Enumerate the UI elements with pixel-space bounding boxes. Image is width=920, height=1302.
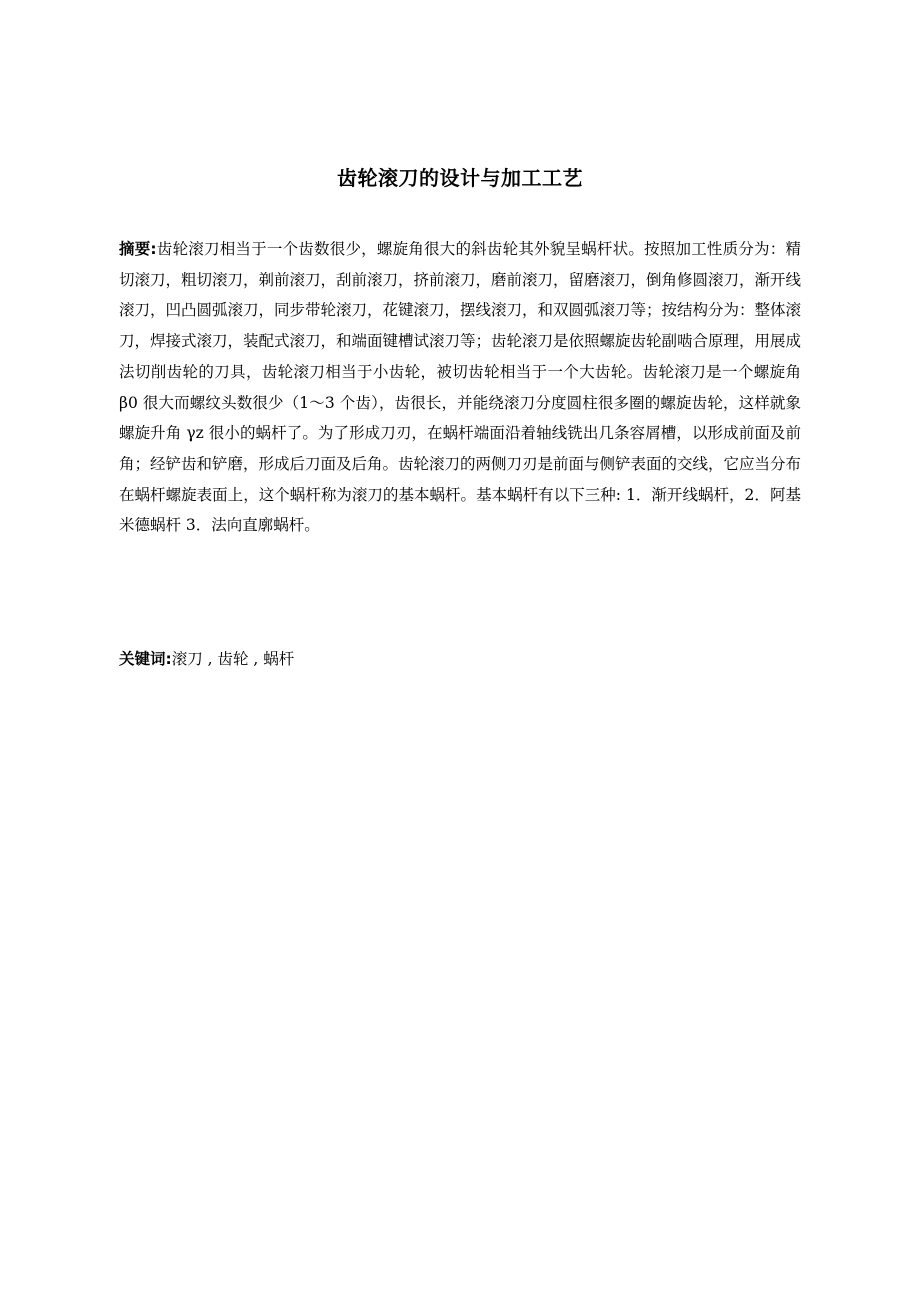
abstract-label: 摘要: <box>119 240 157 258</box>
keywords-label: 关键词: <box>119 650 172 668</box>
abstract-text: 齿轮滚刀相当于一个齿数很少，螺旋角很大的斜齿轮其外貌呈蜗杆状。按照加工性质分为：精切滚刀，粗切滚刀，剃前滚刀，刮前滚刀，挤前滚刀，磨前滚刀，留磨滚刀，倒角修圆滚刀，渐开线滚刀，凹凸圆弧滚刀，同步带轮滚刀，花键滚刀，摆线滚刀，和双圆弧滚刀等；按结构分为：整体滚刀，焊接式滚刀，装配式滚刀，和端面键槽试滚刀等；齿轮滚刀是依照螺旋齿轮副啮合原理，用展成法切削齿轮的刀具，齿轮滚刀相当于小齿轮，被切齿轮相当于一个大齿轮。齿轮滚刀是一个螺旋角 β0 很大而螺纹头数很少（1～3 个齿），齿很长，并能绕滚刀分度圆柱很多圈的螺旋齿轮，这样就象螺旋升角 γz 很小的蜗杆了。为了形成刀刃，在蜗杆端面沿着轴线铣出几条容屑槽，以形成前面及前角；经铲齿和铲磨，形成后刀面及后角。齿轮滚刀的两侧刀刃是前面与侧铲表面的交线，它应当分布在蜗杆螺旋表面上，这个蜗杆称为滚刀的基本蜗杆。基本蜗杆有以下三种: 1．渐开线蜗杆，2．阿基米德蜗杆 3．法向直廓蜗杆。 <box>119 240 802 535</box>
keywords-text: 滚刀 , 齿轮 , 蜗杆 <box>171 650 295 668</box>
document-title: 齿轮滚刀的设计与加工工艺 <box>337 166 583 190</box>
abstract-paragraph <box>119 234 801 541</box>
keywords-line <box>119 646 801 672</box>
